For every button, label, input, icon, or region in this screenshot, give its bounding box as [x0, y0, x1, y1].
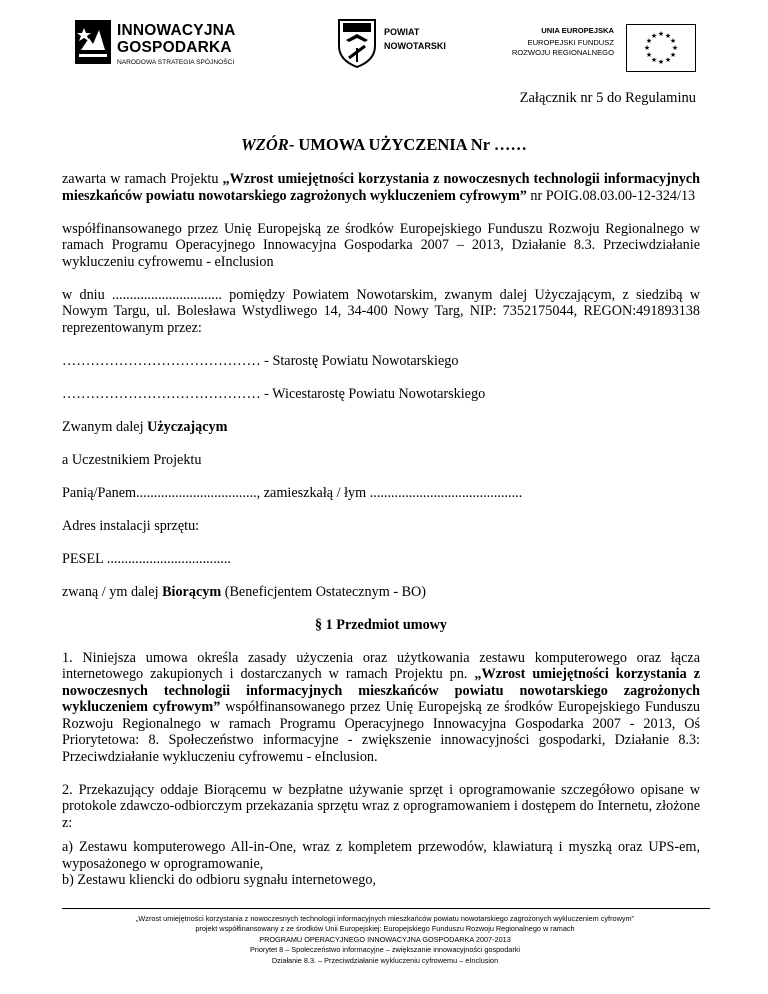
eu-logo-line2: EUROPEJSKI FUNDUSZ: [527, 38, 614, 47]
svg-text:★: ★: [657, 58, 665, 66]
eu-logo: [500, 26, 696, 74]
eu-logo-line3: ROZWOJU REGIONALNEGO: [511, 48, 614, 57]
footer-line5: Działanie 8.3. – Przeciwdziałanie wykluczeniu cyfrowemu – eInclusion: [271, 955, 499, 965]
footer-line4: Priorytet 8 – Społeczeństwo informacyjne – zwiększanie innowacyjności gospodarki: [249, 945, 521, 955]
ig-logo-line3: NARODOWA STRATEGIA SPÓJNOŚCI: [117, 59, 235, 66]
powiat-nowotarski-logo: [337, 18, 477, 70]
lender-line: Zwanym dalej Użyczającym: [62, 418, 228, 435]
footer-divider: [62, 908, 710, 909]
innowacyjna-gospodarka-logo: [75, 20, 265, 70]
annex-label: Załącznik nr 5 do Regulaminu: [519, 90, 696, 106]
powiat-logo-line1: POWIAT: [384, 27, 420, 37]
document-body: [62, 171, 700, 889]
intro-paragraph: zawarta w ramach Projektu „Wzrost umiejętności korzystania z nowoczesnych technologii informacyjnych mieszkańców powiatu nowotarskiego zagrożonych wykluczeniem cyfrowym” nr POIG.08.03.00-12-324/13: [62, 171, 700, 204]
svg-text:★: ★: [664, 32, 672, 40]
title-prefix: WZÓR: [241, 135, 289, 154]
representative-2: …………………………………… - Wicestarostę Powiatu Nowotarskiego: [62, 385, 486, 402]
address-line: Adres instalacji sprzętu:: [62, 517, 200, 534]
representative-1: …………………………………… - Starostę Powiatu Nowotarskiego: [62, 352, 459, 369]
svg-text:★: ★: [645, 37, 653, 45]
powiat-crest-icon: [337, 18, 377, 68]
cofinance-paragraph: współfinansowanego przez Unię Europejską ze środków Europejskiego Funduszu Rozwoju Regionalnego w ramach Programu Operacyjnego Innowacyjna Gospodarka 2007 – 2013, Działanie 8.3. Przeciwdziałanie wykluczeniu cyfrowemu - eInclusion: [62, 220, 700, 270]
footer-line2: projekt współfinansowany z ze środków Unii Europejskiej: Europejskiego Funduszu Rozwoju Regionalnego w ramach: [195, 924, 575, 934]
section-1-title: § 1 Przedmiot umowy: [315, 616, 447, 633]
pesel-line: PESEL ...................................: [62, 550, 231, 567]
svg-text:★: ★: [643, 44, 651, 52]
svg-text:★: ★: [671, 44, 679, 52]
svg-text:★: ★: [657, 30, 665, 38]
parties-paragraph: w dniu ............................... pomiędzy Powiatem Nowotarskim, zwanym dalej Użyczającym, z siedzibą w Nowym Targu, ul. Bolesława Wstydliwego 14, 34-400 Nowy Targ, NIP: 7352175044, REGON:491893138 reprezentowanym przez:: [62, 286, 700, 336]
person-line: Panią/Panem.................................., zamieszkałą / łym ...........................................: [62, 484, 523, 501]
project-name: „Wzrost umiejętności korzystania z nowoczesnych technologii informacyjnych mieszkańców powiatu nowotarskiego zagrożonych wykluczeniem cyfrowym”: [62, 171, 700, 204]
svg-text:★: ★: [669, 51, 677, 59]
svg-text:★: ★: [645, 51, 653, 59]
ig-logo-line2: GOSPODARKA: [117, 39, 232, 56]
svg-text:★: ★: [664, 56, 672, 64]
eu-logo-line1: UNIA EUROPEJSKA: [541, 26, 614, 35]
ig-logo-mark-icon: [75, 20, 111, 64]
powiat-logo-line2: NOWOTARSKI: [384, 41, 446, 51]
document-title: [0, 135, 768, 155]
svg-text:★: ★: [650, 32, 658, 40]
title-rest: - UMOWA UŻYCZENIA Nr ……: [288, 135, 527, 154]
paragraph-2: 2. Przekazujący oddaje Biorącemu w bezpłatne używanie sprzęt i oprogramowanie szczegółowo opisane w protokole zdawczo-odbiorczym przekazania sprzętu wraz z oprogramowaniem i dostępem do Internetu, złożone z:: [62, 781, 700, 831]
eu-flag-icon: [626, 24, 696, 72]
paragraph-1: 1. Niniejsza umowa określa zasady użyczenia oraz użytkowania zestawu komputerowego oraz łącza internetowego zakupionych i dostarczanych w ramach Projektu pn. „Wzrost umiejętności korzystania z nowoczesnych technologii informacyjnych mieszkańców powiatu nowotarskiego zagrożonych wykluczeniem cyfrowym” współfinansowanego przez Unię Europejską ze środków Europejskiego Funduszu Rozwoju Regionalnego w ramach Programu Operacyjnego Innowacyjna Gospodarka 2007 - 2013, Oś Priorytetowa: 8. Społeczeństwo informacyjne - zwiększenie innowacyjności gospodarki, Działanie 8.3: Przeciwdziałanie wykluczeniu cyfrowemu - eInclusion.: [62, 649, 700, 765]
footer-line1: „Wzrost umiejętności korzystania z nowoczesnych technologii informacyjnych mieszkańców powiatu nowotarskiego zagrożonych wykluczeniem cyfrowym”: [135, 914, 634, 923]
footer-line3: PROGRAMU OPERACYJNEGO INNOWACYJNA GOSPODARKA 2007-2013: [259, 934, 511, 944]
svg-text:★: ★: [650, 56, 658, 64]
item-a: a) Zestawu komputerowego All-in-One, wraz z kompletem przewodów, klawiaturą i myszką oraz UPS-em, wyposażonego w oprogramowanie,: [62, 839, 700, 872]
borrower-line: zwaną / ym dalej Biorącym (Beneficjentem Ostatecznym - BO): [62, 583, 427, 600]
ig-logo-line1: INNOWACYJNA: [117, 22, 236, 39]
item-b: b) Zestawu kliencki do odbioru sygnału internetowego,: [62, 872, 377, 888]
svg-text:★: ★: [669, 37, 677, 45]
footer: [40, 914, 730, 966]
participant-line: a Uczestnikiem Projektu: [62, 451, 202, 468]
